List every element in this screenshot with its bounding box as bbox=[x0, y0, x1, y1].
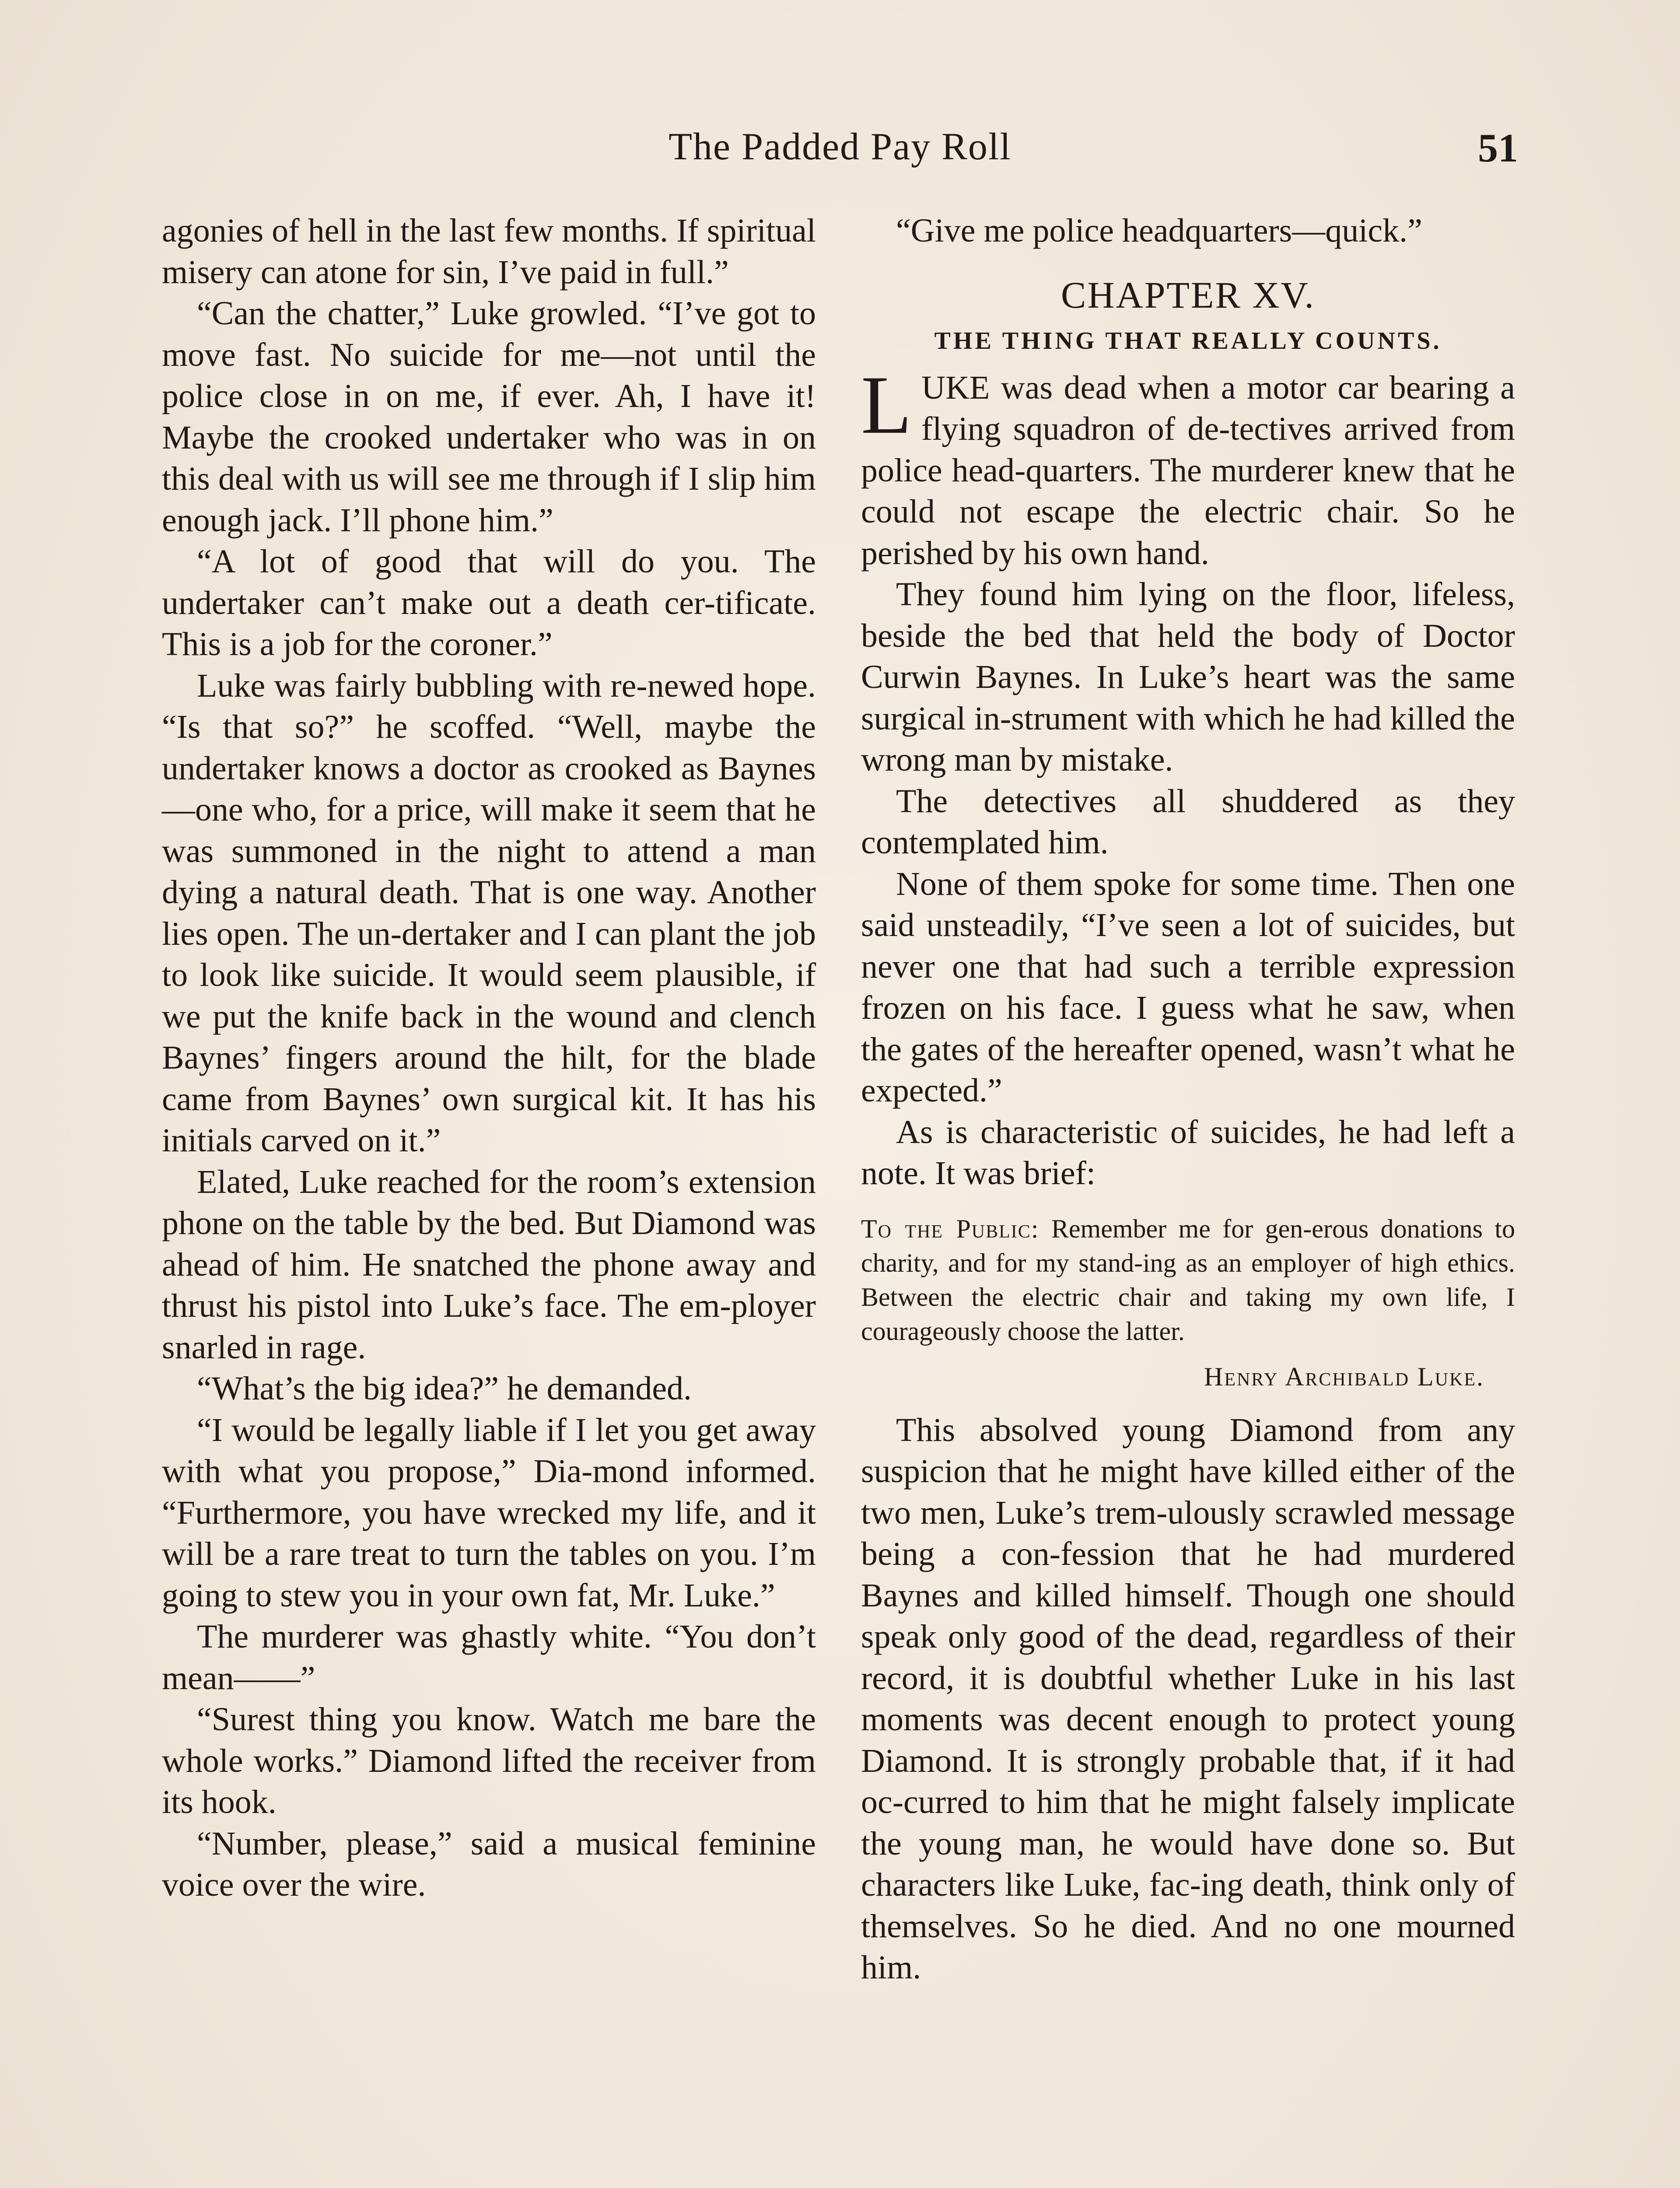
right-column bbox=[861, 210, 1515, 1988]
paragraph: None of them spoke for some time. Then one said unsteadily, “I’ve seen a lot of suicides, but never one that had such a terrible expression frozen on his face. I guess what he saw, when the gates of the hereafter opened, wasn’t what he expected.” bbox=[861, 865, 1515, 1109]
paragraph: As is characteristic of suicides, he had left a note. It was brief: bbox=[861, 1113, 1515, 1192]
paragraph: “Give me police headquarters—quick.” bbox=[896, 212, 1422, 249]
paragraph: The detectives all shuddered as they contemplated him. bbox=[861, 782, 1515, 861]
paragraph: “Number, please,” said a musical feminine voice over the wire. bbox=[162, 1825, 816, 1903]
paragraph: “Surest thing you know. Watch me bare the whole works.” Diamond lifted the receiver from its hook. bbox=[162, 1701, 816, 1820]
paragraph: “What’s the big idea?” he demanded. bbox=[197, 1370, 692, 1407]
paragraph: This absolved young Diamond from any suspicion that he might have killed either of the two men, Luke’s trem-ulously scrawled message being a con-fession that he had murdered Baynes and killed himself. Though one should speak only good of the dead, regardless of their record, it is doubtful whether Luke in his last moments was decent enough to protect young Diamond. It is strongly probable that, if it had oc-curred to him that he might falsely implicate the young man, he would have done so. But characters like Luke, fac-ing death, think only of themselves. So he died. And no one mourned him. bbox=[861, 1411, 1515, 1986]
first-paragraph-text: UKE was dead when a motor car bearing a flying squadron of de-tectives arrived from police head-quarters. The murderer knew that he could not escape the electric chair. So he perished by his own hand. bbox=[861, 369, 1515, 572]
paragraph: They found him lying on the floor, lifeless, beside the bed that held the body of Doctor Curwin Baynes. In Luke’s heart was the same surgical in-strument with which he had killed the wrong man by mistake. bbox=[861, 576, 1515, 778]
note-salutation: To the Public: bbox=[861, 1214, 1040, 1243]
paragraph: Luke was fairly bubbling with re-newed hope. “Is that so?” he scoffed. “Well, maybe the undertaker knows a doctor as crooked as Baynes—one who, for a price, will make it seem that he was summoned in the night to attend a man dying a natural death. That is one way. Another lies open. The un-dertaker and I can plant the job to look like suicide. It would seem plausible, if we put the knife back in the wound and clench Baynes’ fingers around the hilt, for the blade came from Baynes’ own surgical kit. It has his initials carved on it.” bbox=[162, 667, 816, 1159]
paragraph: “A lot of good that will do you. The undertaker can’t make out a death cer-tificate. This is a job for the coroner.” bbox=[162, 543, 816, 663]
paragraph: The murderer was ghastly white. “You don’t mean——” bbox=[162, 1618, 816, 1697]
paragraph: “Can the chatter,” Luke growled. “I’ve got to move fast. No suicide for me—not until the police close in on me, if ever. Ah, I have it! Maybe the crooked undertaker who was in on this deal with us will see me through if I slip him enough jack. I’ll phone him.” bbox=[162, 295, 816, 539]
drop-cap: L bbox=[861, 359, 912, 451]
note-signature: Henry Archibald Luke. bbox=[1204, 1362, 1484, 1391]
page-number: 51 bbox=[1478, 126, 1518, 170]
chapter-first-paragraph bbox=[861, 359, 1515, 574]
chapter-heading: CHAPTER XV. bbox=[1061, 274, 1315, 316]
note-body: Remember me for gen-erous donations to charity, and for my stand-ing as an employer of high ethics. Between the electric chair and taking my own life, I courageously choose the latter. bbox=[861, 1214, 1516, 1346]
left-column bbox=[162, 210, 816, 1906]
paragraph: Elated, Luke reached for the room’s extension phone on the table by the bed. But Diamond was ahead of him. He snatched the phone away and thrust his pistol into Luke’s face. The em-ployer snarled in rage. bbox=[162, 1163, 816, 1366]
paragraph: “I would be legally liable if I let you get away with what you propose,” Dia-mond informed. “Furthermore, you have wrecked my life, and it will be a rare treat to turn the tables on you. I’m going to stew you in your own fat, Mr. Luke.” bbox=[162, 1411, 816, 1614]
paragraph: agonies of hell in the last few months. If spiritual misery can atone for sin, I’ve paid in full.” bbox=[162, 212, 816, 291]
page-header bbox=[162, 125, 1518, 182]
suicide-note bbox=[861, 1212, 1515, 1348]
running-title: The Padded Pay Roll bbox=[668, 126, 1012, 168]
chapter-subtitle: THE THING THAT REALLY COUNTS. bbox=[934, 327, 1442, 354]
